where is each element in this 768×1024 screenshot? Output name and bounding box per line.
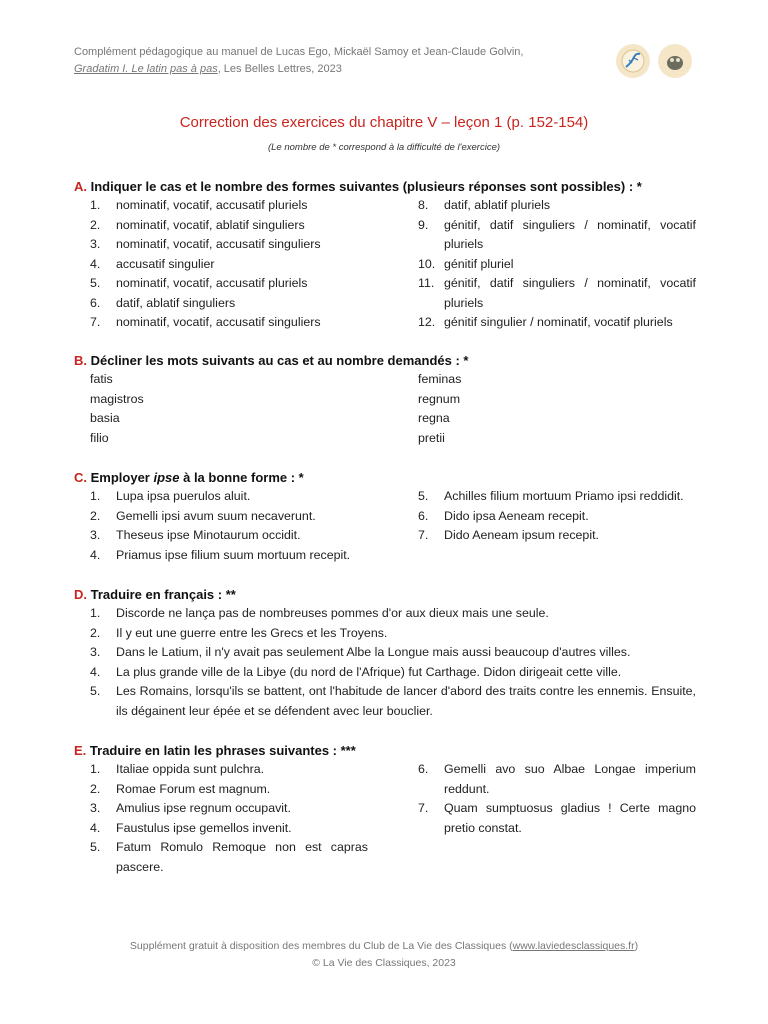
item-number: 2. bbox=[90, 217, 101, 232]
item-text: Il y eut une guerre entre les Grecs et les Troyens. bbox=[116, 625, 388, 640]
item-number: 6. bbox=[90, 295, 101, 310]
item-text: accusatif singulier bbox=[116, 256, 215, 271]
list-item bbox=[418, 526, 696, 546]
list-item bbox=[418, 487, 696, 507]
section-e-left-list bbox=[74, 760, 368, 877]
item-number: 6. bbox=[418, 508, 429, 523]
item-number: 1. bbox=[90, 489, 101, 503]
list-item bbox=[74, 274, 398, 294]
list-item bbox=[74, 216, 398, 236]
section-d-title: D. Traduire en français : ** bbox=[74, 587, 236, 602]
item-number: 3. bbox=[90, 645, 101, 659]
item-text: datif, ablatif singuliers bbox=[116, 295, 236, 310]
item-number: 2. bbox=[90, 625, 101, 640]
item-text: Theseus ipse Minotaurum occidit. bbox=[116, 528, 301, 542]
item-text: génitif pluriel bbox=[444, 256, 514, 271]
item-number: 7. bbox=[418, 528, 429, 542]
list-item bbox=[74, 682, 696, 721]
list-item: fatis bbox=[90, 372, 113, 386]
footer-line-1: Supplément gratuit à disposition des membres du Club de La Vie des Classiques (www.laviedesclassiques.fr) bbox=[129, 940, 639, 952]
list-item bbox=[418, 255, 696, 275]
list-item bbox=[74, 526, 398, 546]
item-number: 7. bbox=[418, 801, 429, 815]
list-item bbox=[74, 294, 398, 314]
list-item bbox=[74, 799, 368, 819]
item-text: Dans le Latium, il n'y avait pas seulement Albe la Longue mais aussi beaucoup d'autres villes. bbox=[116, 645, 631, 659]
owl-logo-icon bbox=[658, 44, 692, 78]
section-c-title: C. Employer ipse à la bonne forme : * bbox=[74, 470, 304, 485]
item-text: Dido ipsa Aeneam recepit. bbox=[444, 508, 589, 523]
list-item bbox=[418, 274, 696, 313]
item-text: Italiae oppida sunt pulchra. bbox=[116, 762, 265, 776]
item-number: 5. bbox=[90, 840, 101, 854]
item-number: 8. bbox=[418, 198, 429, 212]
item-number: 12. bbox=[418, 315, 436, 329]
section-e-title: E. Traduire en latin les phrases suivantes : *** bbox=[74, 743, 356, 758]
item-number: 4. bbox=[90, 256, 101, 271]
list-item bbox=[74, 507, 398, 527]
list-item bbox=[74, 255, 398, 275]
item-number: 1. bbox=[90, 606, 101, 620]
section-a-right-list bbox=[418, 196, 696, 333]
page-header bbox=[74, 44, 523, 78]
item-text: nominatif, vocatif, accusatif pluriels bbox=[116, 276, 308, 290]
item-text: Faustulus ipse gemellos invenit. bbox=[116, 820, 292, 835]
section-a-title: A. Indiquer le cas et le nombre des formes suivantes (plusieurs réponses sont possibles) : * bbox=[74, 179, 642, 194]
item-text: Lupa ipsa puerulos aluit. bbox=[116, 489, 251, 503]
section-b-title: B. Décliner les mots suivants au cas et au nombre demandés : * bbox=[74, 353, 469, 368]
item-number: 2. bbox=[90, 508, 101, 523]
section-c-right-list bbox=[418, 487, 696, 565]
header-line-1: Complément pédagogique au manuel de Lucas Ego, Mickaël Samoy et Jean-Claude Golvin, bbox=[74, 46, 524, 58]
list-item bbox=[74, 546, 398, 566]
item-number: 6. bbox=[418, 762, 429, 776]
item-text: Les Romains, lorsqu'ils se battent, ont l'habitude de lancer d'abord des traits contre les ennemis. Ensuite, ils dégainent leur épée et se défendent avec leur bouclier. bbox=[116, 684, 696, 718]
list-item: filio bbox=[90, 430, 109, 445]
list-item bbox=[418, 313, 696, 333]
list-item: feminas bbox=[418, 372, 462, 386]
item-number: 1. bbox=[90, 762, 101, 776]
page-title: Correction des exercices du chapitre V – leçon 1 (p. 152-154) bbox=[179, 114, 589, 131]
item-number: 11. bbox=[418, 276, 435, 290]
section-d bbox=[74, 585, 696, 721]
list-item bbox=[74, 196, 398, 216]
list-item bbox=[418, 196, 696, 216]
item-text: nominatif, vocatif, accusatif singuliers bbox=[116, 237, 321, 251]
page-footer bbox=[0, 938, 768, 972]
section-a-left-list bbox=[74, 196, 398, 333]
item-text: datif, ablatif pluriels bbox=[444, 198, 551, 212]
item-text: Fatum Romulo Remoque non est capras pascere. bbox=[116, 840, 368, 874]
section-b-right-list bbox=[418, 370, 696, 448]
list-item bbox=[74, 624, 696, 644]
lizard-logo-icon bbox=[616, 44, 650, 78]
list-item bbox=[418, 216, 696, 255]
section-b bbox=[74, 351, 696, 448]
list-item bbox=[74, 760, 368, 780]
item-text: Discorde ne lança pas de nombreuses pommes d'or aux dieux mais une seule. bbox=[116, 606, 549, 620]
item-text: Amulius ipse regnum occupavit. bbox=[116, 801, 291, 815]
item-number: 4. bbox=[90, 664, 101, 679]
item-text: Gemelli ipsi avum suum necaverunt. bbox=[116, 508, 316, 523]
section-c bbox=[74, 468, 696, 565]
website-link[interactable]: www.laviedesclassiques.fr bbox=[512, 940, 635, 952]
footer-line-2: © La Vie des Classiques, 2023 bbox=[312, 957, 456, 969]
item-text: Romae Forum est magnum. bbox=[116, 781, 271, 796]
list-item bbox=[418, 760, 696, 799]
list-item: regna bbox=[418, 411, 450, 425]
item-text: La plus grande ville de la Libye (du nord de l'Afrique) fut Carthage. Didon dirigeait cette ville. bbox=[116, 664, 622, 679]
section-c-left-list bbox=[74, 487, 398, 565]
item-text: nominatif, vocatif, accusatif pluriels bbox=[116, 198, 308, 212]
item-number: 3. bbox=[90, 237, 101, 251]
list-item bbox=[418, 507, 696, 527]
logos bbox=[616, 44, 692, 78]
section-b-left-list bbox=[74, 370, 398, 448]
item-number: 3. bbox=[90, 528, 101, 542]
item-text: nominatif, vocatif, accusatif singuliers bbox=[116, 315, 321, 329]
item-number: 2. bbox=[90, 781, 101, 796]
item-number: 5. bbox=[90, 276, 101, 290]
list-item: magistros bbox=[90, 391, 144, 406]
item-number: 10. bbox=[418, 256, 436, 271]
item-number: 7. bbox=[90, 315, 101, 329]
list-item: regnum bbox=[418, 391, 461, 406]
list-item bbox=[74, 604, 696, 624]
section-e bbox=[74, 741, 696, 877]
list-item bbox=[74, 235, 398, 255]
list-item bbox=[418, 799, 696, 838]
page-subtitle: (Le nombre de * correspond à la difficulté de l'exercice) bbox=[267, 142, 501, 153]
item-text: génitif, datif singuliers / nominatif, vocatif pluriels bbox=[444, 217, 696, 251]
item-text: Achilles filium mortuum Priamo ipsi reddidit. bbox=[444, 489, 684, 503]
item-text: Gemelli avo suo Albae Longae imperium reddunt. bbox=[444, 762, 696, 796]
item-number: 4. bbox=[90, 820, 101, 835]
item-text: génitif, datif singuliers / nominatif, vocatif pluriels bbox=[444, 276, 696, 310]
item-text: Quam sumptuosus gladius ! Certe magno pretio constat. bbox=[444, 801, 696, 835]
book-title: Gradatim I. Le latin pas à pas bbox=[74, 63, 218, 75]
list-item bbox=[74, 643, 696, 663]
header-line-2: Gradatim I. Le latin pas à pas, Les Belles Lettres, 2023 bbox=[74, 63, 342, 75]
section-e-right-list bbox=[418, 760, 696, 877]
item-text: Dido Aeneam ipsum recepit. bbox=[444, 528, 599, 542]
list-item bbox=[74, 663, 696, 683]
item-number: 5. bbox=[418, 489, 429, 503]
list-item bbox=[74, 487, 398, 507]
list-item: pretii bbox=[418, 430, 445, 445]
item-number: 9. bbox=[418, 217, 429, 232]
list-item bbox=[74, 819, 368, 839]
item-number: 1. bbox=[90, 198, 101, 212]
item-text: génitif singulier / nominatif, vocatif pluriels bbox=[444, 315, 673, 329]
list-item bbox=[74, 780, 368, 800]
list-item bbox=[74, 313, 398, 333]
section-d-list bbox=[74, 604, 696, 721]
item-number: 5. bbox=[90, 684, 101, 698]
list-item: basia bbox=[90, 411, 120, 425]
item-text: Priamus ipse filium suum mortuum recepit. bbox=[116, 547, 351, 562]
item-number: 3. bbox=[90, 801, 101, 815]
item-number: 4. bbox=[90, 547, 101, 562]
item-text: nominatif, vocatif, ablatif singuliers bbox=[116, 217, 305, 232]
list-item bbox=[74, 838, 368, 877]
section-a bbox=[74, 177, 696, 333]
